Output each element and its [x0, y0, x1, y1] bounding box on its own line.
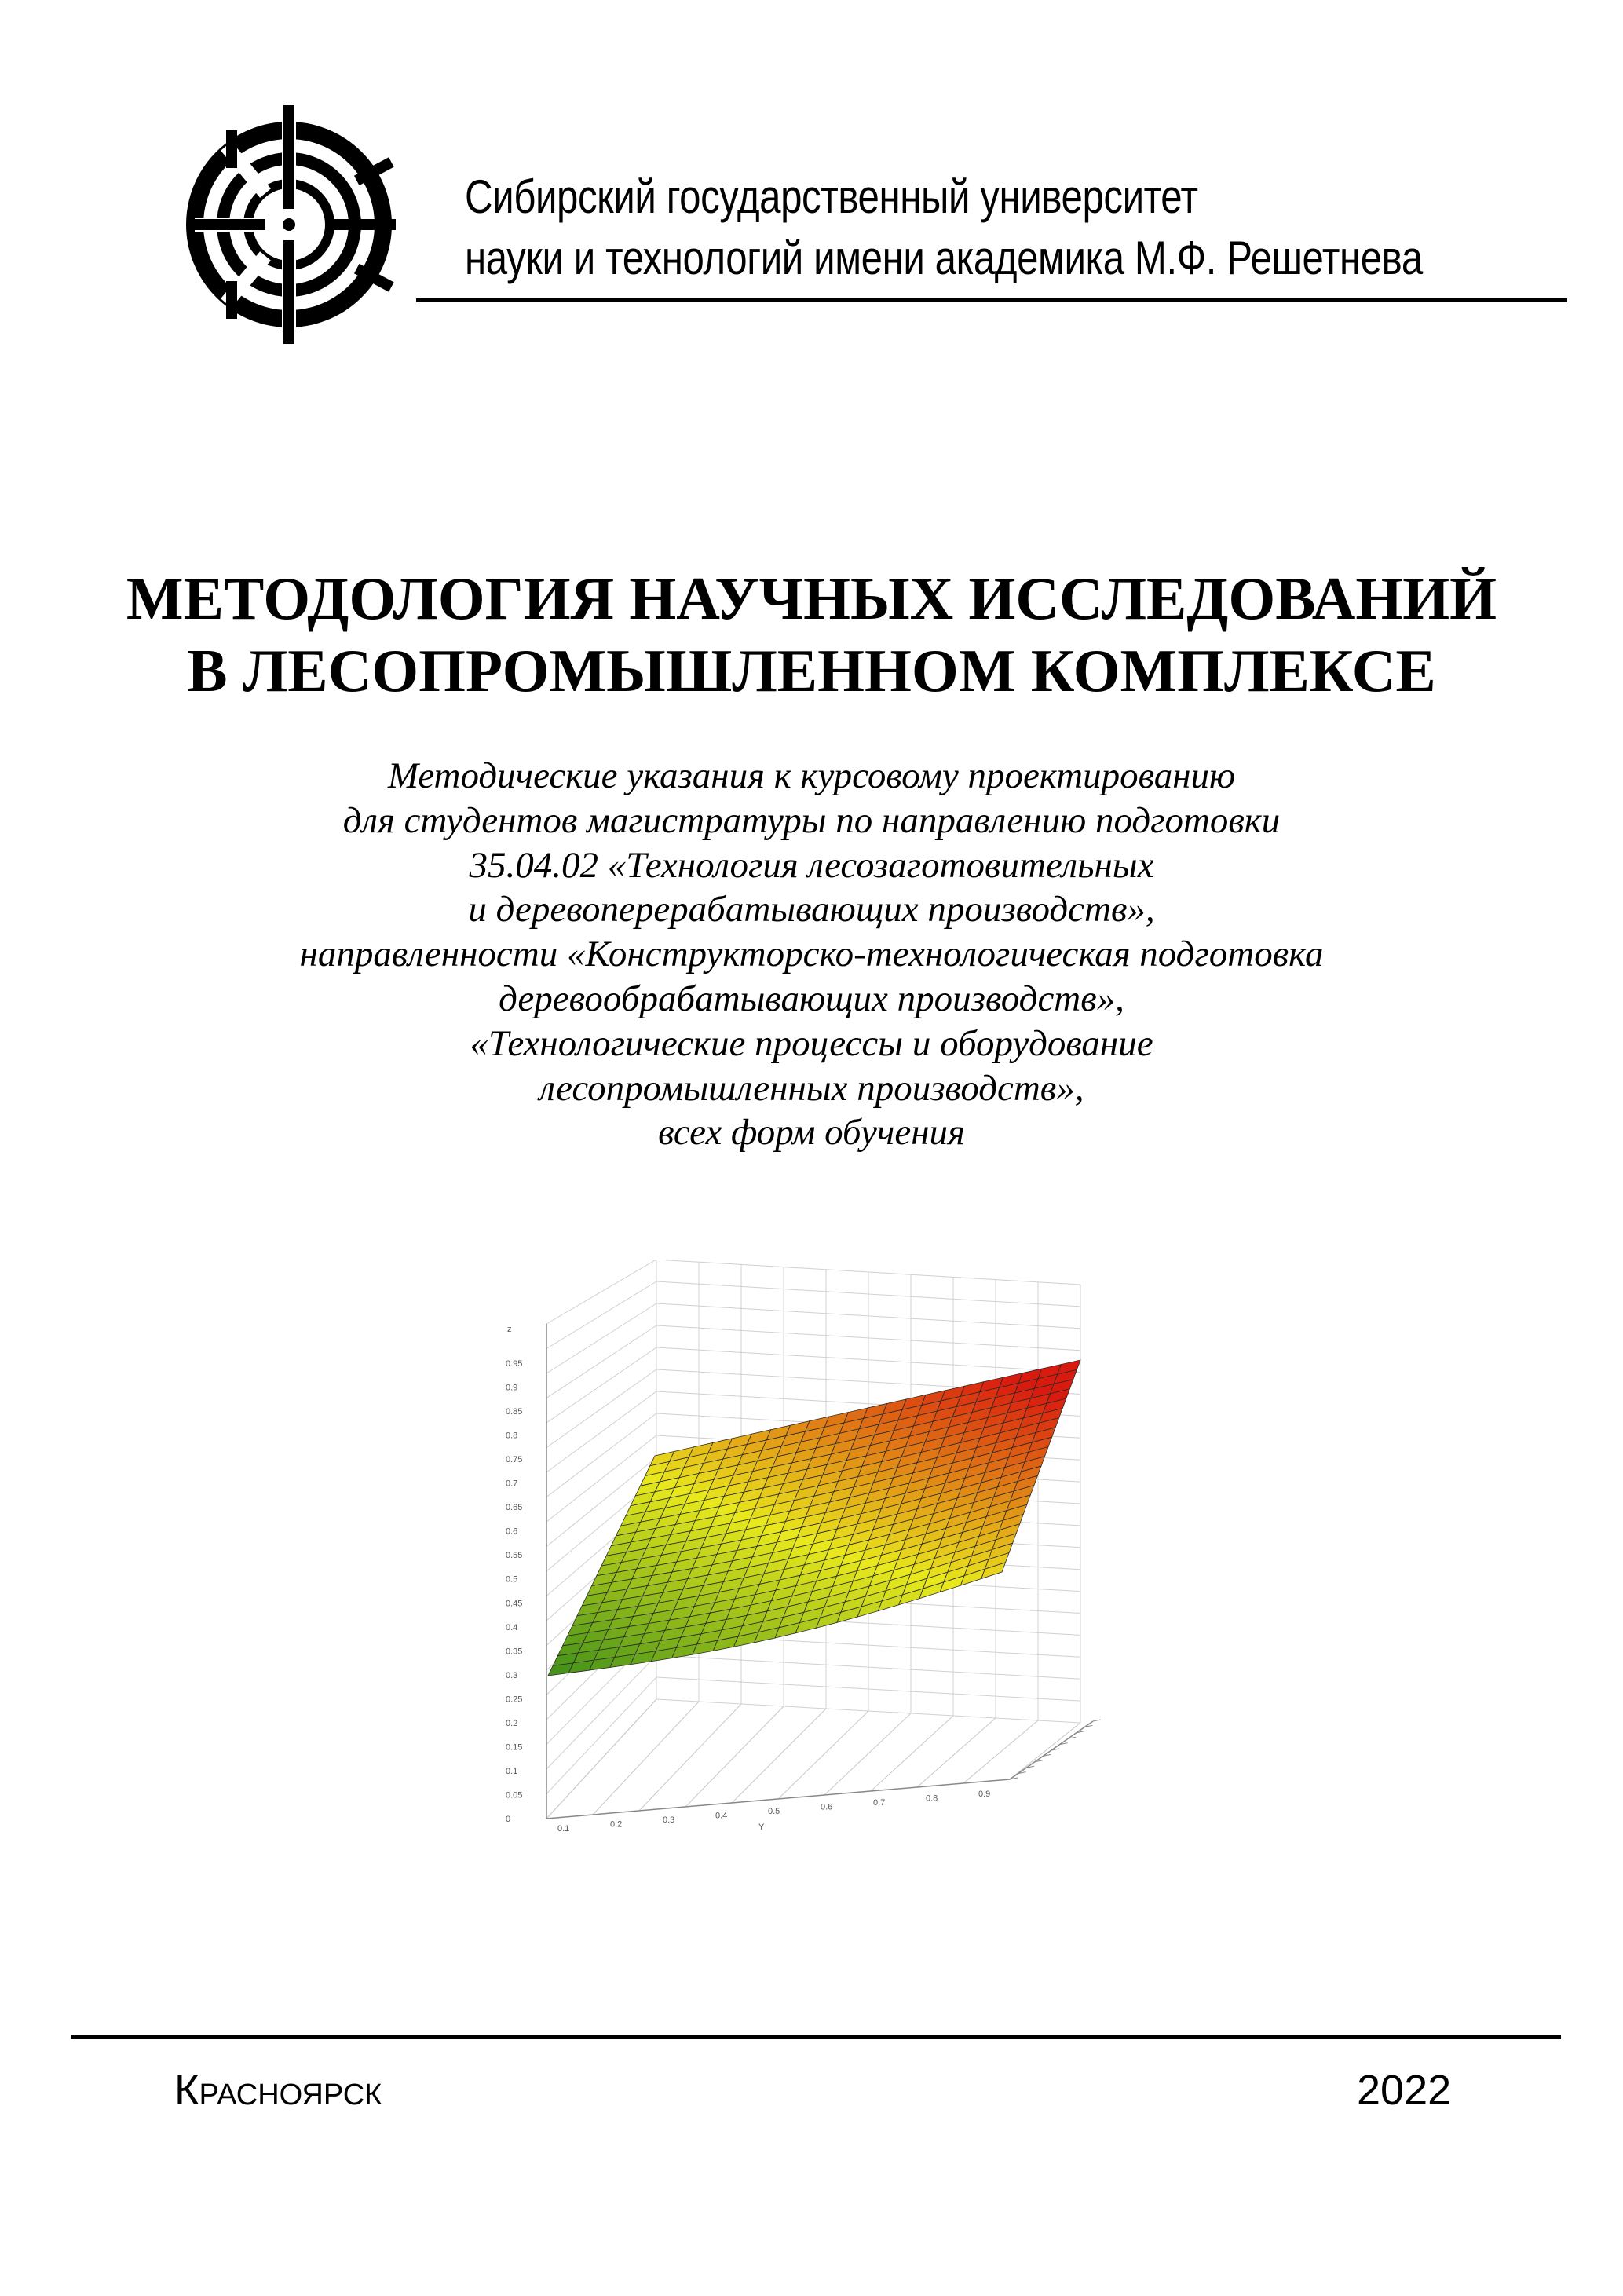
- grid-line: [546, 1413, 656, 1497]
- z-tick-label: 0.5: [506, 1574, 518, 1585]
- document-title: [0, 562, 1623, 707]
- subtitle-line: всех форм обучения: [658, 1112, 965, 1153]
- subtitle-line: лесопромышленных производств»,: [539, 1067, 1084, 1109]
- grid-line: [917, 1718, 996, 1787]
- subtitle-line: для студентов магистратуры по направлению подготовки: [342, 799, 1281, 841]
- x-tick-label: 0.8: [926, 1793, 938, 1804]
- subtitle-line: Методические указания к курсовому проектированию: [387, 755, 1236, 796]
- subtitle-line: деревообрабатывающих производств»,: [499, 978, 1124, 1019]
- subtitle-line: и деревоперерабатывающих производств»,: [468, 889, 1155, 930]
- z-tick-label: 0.3: [506, 1670, 518, 1680]
- university-name: [465, 166, 1423, 289]
- title-line-1: МЕТОДОЛОГИЯ НАУЧНЫХ ИССЛЕДОВАНИЙ: [126, 565, 1497, 632]
- z-tick-label: 0.9: [506, 1383, 518, 1393]
- grid-line: [871, 1716, 953, 1791]
- grid-line: [546, 1369, 656, 1448]
- grid-line: [1010, 1723, 1080, 1779]
- x-tick-label: 0.2: [610, 1819, 623, 1830]
- x-tick-label: 0.6: [821, 1802, 833, 1812]
- subtitle-line: направленности «Конструкторско-технологическая подготовка: [299, 934, 1324, 975]
- university-name-line-1: Сибирский государственный университет: [465, 170, 1198, 223]
- z-tick-label: 0.35: [506, 1647, 523, 1657]
- z-tick-label: 0.2: [506, 1718, 518, 1728]
- z-tick-label: 0.45: [506, 1599, 523, 1609]
- x-axis-label: Y: [758, 1823, 765, 1832]
- z-tick-label: 0.7: [506, 1479, 518, 1489]
- title-line-2: В ЛЕСОПРОМЫШЛЕННОМ КОМПЛЕКСЕ: [187, 637, 1436, 704]
- university-name-line-2: науки и технологий имени академика М.Ф. Решетнева: [465, 232, 1423, 284]
- grid-line: [546, 1325, 656, 1398]
- university-emblem-icon: [179, 99, 407, 350]
- z-tick-label: 0.75: [506, 1455, 523, 1465]
- z-tick-label: 0: [506, 1815, 511, 1824]
- x-tick-label: 0.1: [557, 1824, 570, 1834]
- grid-line: [593, 1702, 699, 1815]
- footer-divider: [71, 2035, 1561, 2039]
- depth-tick: [1093, 1720, 1101, 1721]
- grid-line: [685, 1706, 784, 1807]
- publication-city: Красноярск: [174, 2067, 382, 2114]
- grid-line: [732, 1709, 826, 1803]
- surface-plot-illustration: [460, 1260, 1104, 1872]
- grid-line: [963, 1720, 1038, 1783]
- grid-line: [546, 1677, 656, 1794]
- x-tick-label: 0.7: [873, 1798, 886, 1808]
- subtitle-line: «Технологические процессы и оборудование: [470, 1022, 1153, 1064]
- z-tick-label: 0.6: [506, 1526, 518, 1537]
- z-tick-label: 0.1: [506, 1766, 518, 1776]
- z-tick-label: 0.25: [506, 1695, 523, 1705]
- z-tick-label: 0.85: [506, 1407, 523, 1417]
- z-axis-label: z: [507, 1325, 512, 1334]
- x-tick-label: 0.3: [663, 1815, 675, 1825]
- z-tick-label: 0.95: [506, 1359, 523, 1369]
- z-tick-label: 0.05: [506, 1790, 523, 1801]
- subtitle-line: 35.04.02 «Технология лесозаготовительных: [469, 844, 1154, 886]
- grid-line: [546, 1347, 656, 1423]
- x-tick-label: 0.9: [978, 1790, 991, 1799]
- publication-year: 2022: [1357, 2067, 1452, 2114]
- z-tick-label: 0.4: [506, 1622, 518, 1632]
- z-tick-label: 0.55: [506, 1551, 523, 1561]
- x-tick-label: 0.4: [715, 1811, 728, 1821]
- z-tick-label: 0.8: [506, 1431, 518, 1441]
- document-subtitle: [0, 754, 1623, 1155]
- grid-line: [639, 1704, 741, 1811]
- grid-line: [546, 1391, 656, 1472]
- z-tick-label: 0.65: [506, 1503, 523, 1513]
- grid-line: [824, 1713, 911, 1795]
- header-divider: [416, 298, 1567, 302]
- grid-line: [778, 1711, 868, 1799]
- x-tick-label: 0.5: [768, 1807, 780, 1816]
- grid-line: [546, 1699, 656, 1819]
- z-tick-label: 0.15: [506, 1742, 523, 1753]
